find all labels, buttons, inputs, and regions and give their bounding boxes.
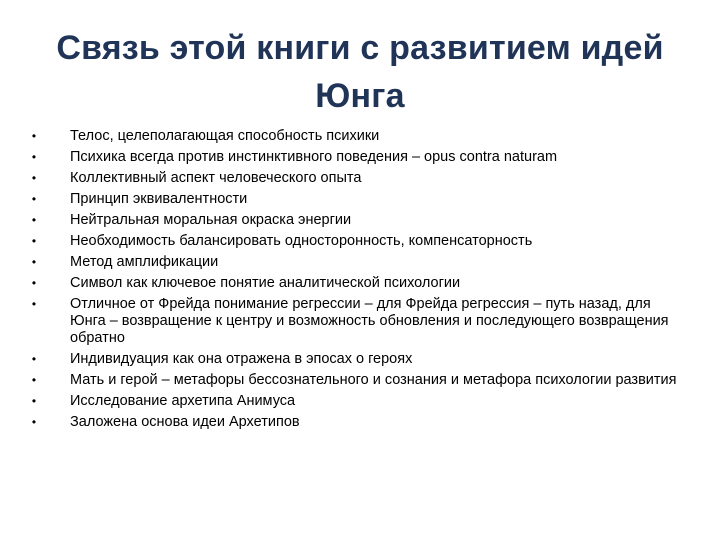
bullet-text: Исследование архетипа Анимуса bbox=[70, 393, 296, 409]
bullet-text: Необходимость балансировать односторонность, компенсаторность bbox=[70, 233, 533, 249]
bullet-text: Отличное от Фрейда понимание регрессии – для Фрейда регрессия – путь назад, для Юнга – возвращение к центру и возможность обновления и последующего возвращения обратно bbox=[70, 296, 669, 346]
bullet-marker: • bbox=[31, 213, 37, 227]
bullet-text: Мать и герой – метафоры бессознательного и сознания и метафора психологии развития bbox=[70, 372, 677, 388]
bullet-text: Коллективный аспект человеческого опыта bbox=[70, 170, 362, 186]
bullet-marker: • bbox=[31, 352, 37, 366]
bullet-list bbox=[28, 128, 678, 435]
bullet-text: Нейтральная моральная окраска энергии bbox=[70, 212, 352, 228]
bullet-marker: • bbox=[31, 192, 37, 206]
bullet-marker: • bbox=[31, 234, 37, 248]
bullet-text: Принцип эквивалентности bbox=[70, 191, 248, 207]
bullet-item bbox=[28, 275, 678, 292]
bullet-marker: • bbox=[31, 171, 37, 185]
bullet-item bbox=[28, 191, 678, 208]
bullet-text: Символ как ключевое понятие аналитической психологии bbox=[70, 275, 461, 291]
bullet-item bbox=[28, 212, 678, 229]
bullet-marker: • bbox=[31, 150, 37, 164]
bullet-marker: • bbox=[31, 297, 37, 311]
bullet-item bbox=[28, 233, 678, 250]
bullet-text: Метод амплификации bbox=[70, 254, 219, 270]
bullet-item bbox=[28, 128, 678, 145]
bullet-text: Телос, целеполагающая способность психики bbox=[70, 128, 380, 144]
bullet-text: Заложена основа идеи Архетипов bbox=[70, 414, 300, 430]
bullet-marker: • bbox=[31, 255, 37, 269]
bullet-marker: • bbox=[31, 276, 37, 290]
slide-title bbox=[40, 24, 680, 120]
bullet-marker: • bbox=[31, 394, 37, 408]
bullet-marker: • bbox=[31, 129, 37, 143]
bullet-item bbox=[28, 170, 678, 187]
bullet-item bbox=[28, 414, 678, 431]
bullet-item bbox=[28, 254, 678, 271]
bullet-text: Психика всегда против инстинктивного поведения – opus contra naturam bbox=[70, 149, 558, 165]
bullet-item bbox=[28, 372, 678, 389]
bullet-text: Индивидуация как она отражена в эпосах о героях bbox=[70, 351, 413, 367]
bullet-item bbox=[28, 296, 678, 347]
bullet-marker: • bbox=[31, 415, 37, 429]
slide-title-line-2: Юнга bbox=[315, 77, 405, 115]
bullet-item bbox=[28, 351, 678, 368]
bullet-marker: • bbox=[31, 373, 37, 387]
slide-title-line-1: Связь этой книги с развитием идей bbox=[56, 29, 664, 67]
bullet-item bbox=[28, 149, 678, 166]
bullet-item bbox=[28, 393, 678, 410]
